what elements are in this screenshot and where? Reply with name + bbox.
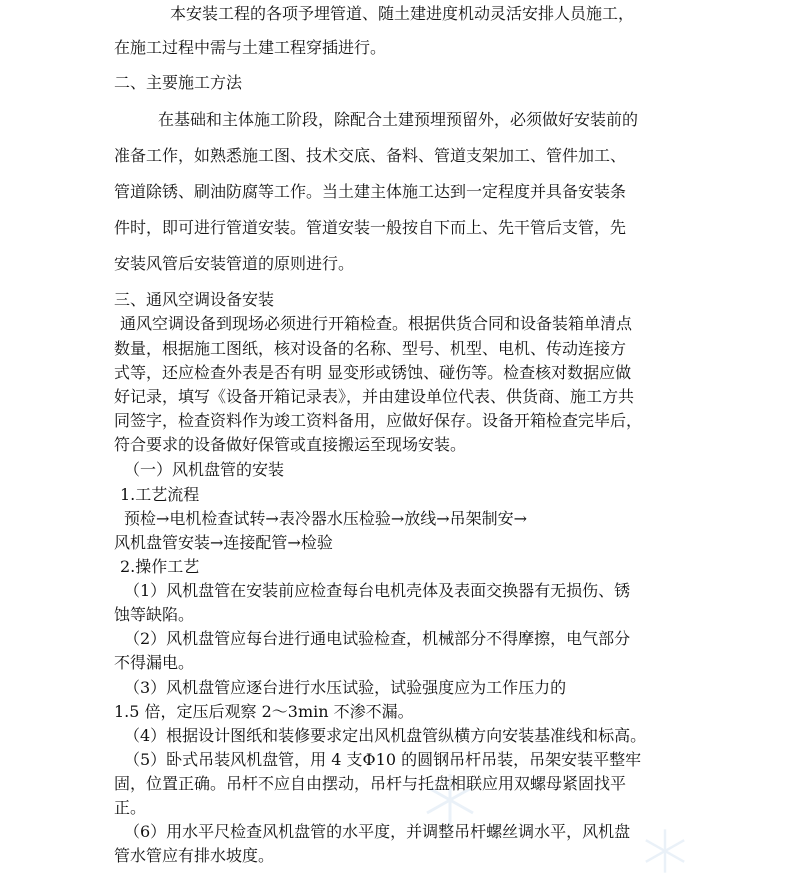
paragraph-line: 符合要求的设备做好保管或直接搬运至现场安装。 bbox=[114, 435, 467, 454]
paragraph-line: 本安装工程的各项予埋管道、随土建进度机动灵活安排人员施工， bbox=[170, 4, 635, 23]
paragraph-line: 管道除锈、刷油防腐等工作。当土建主体施工达到一定程度并具备安装条 bbox=[114, 182, 627, 201]
step-line: （4）根据设计图纸和装修要求定出风机盘管纵横方向安装基准线和标高。 bbox=[124, 726, 647, 745]
step-line: （2）风机盘管应每台进行通电试验检查，机械部分不得摩擦，电气部分 bbox=[124, 629, 631, 648]
step-line: 固，位置正确。吊杆不应自由摆动，吊杆与托盘相联应用双螺母紧固找平 bbox=[114, 774, 627, 793]
paragraph-line: 数量，根据施工图纸，核对设备的名称、型号、机型、电机、传动连接方 bbox=[114, 339, 627, 358]
step-line: （3）风机盘管应逐台进行水压试验，试验强度应为工作压力的 bbox=[124, 678, 567, 697]
step-line: 管水管应有排水坡度。 bbox=[114, 846, 275, 865]
step-line: （5）卧式吊装风机盘管，用 4 支Φ10 的圆钢吊杆吊装，吊架安装平整牢 bbox=[124, 750, 642, 769]
section-heading: 三、通风空调设备安装 bbox=[114, 290, 275, 309]
paragraph-line: 准备工作，如熟悉施工图、技术交底、备料、管道支架加工、管件加工、 bbox=[114, 146, 627, 165]
paragraph-line: 安装风管后安装管道的原则进行。 bbox=[114, 254, 355, 273]
paragraph-line: 件时，即可进行管道安装。管道安装一般按自下而上、先干管后支管，先 bbox=[114, 218, 627, 237]
paragraph-line: 通风空调设备到现场必须进行开箱检查。根据供货合同和设备装箱单清点 bbox=[120, 314, 633, 333]
watermark-snowflake-icon bbox=[640, 826, 690, 876]
watermark-snowflake-icon bbox=[420, 770, 480, 830]
step-line: 1.5 倍，定压后观察 2～3min 不渗不漏。 bbox=[114, 702, 414, 721]
section-heading: 二、主要施工方法 bbox=[114, 73, 243, 92]
flow-line: 预检→电机检查试转→表冷器水压检验→放线→吊架制安→ bbox=[124, 509, 528, 528]
step-line: 蚀等缺陷。 bbox=[114, 605, 195, 624]
paragraph-line: 式等，还应检查外表是否有明 显变形或锈蚀、碰伤等。检查核对数据应做 bbox=[114, 363, 632, 382]
step-line: （6）用水平尺检查风机盘管的水平度，并调整吊杆螺丝调水平，风机盘 bbox=[124, 822, 631, 841]
step-line: 不得漏电。 bbox=[114, 653, 195, 672]
paragraph-line: 同签字，检查资料作为竣工资料备用，应做好保存。设备开箱检查完毕后， bbox=[114, 411, 643, 430]
step-line: （1）风机盘管在安装前应检查每台电机壳体及表面交换器有无损伤、锈 bbox=[124, 581, 631, 600]
paragraph-line: 好记录，填写《设备开箱记录表》，并由建设单位代表、供货商、施工方共 bbox=[114, 387, 635, 406]
paragraph-line: 在施工过程中需与土建工程穿插进行。 bbox=[114, 38, 387, 57]
item-title: 1.工艺流程 bbox=[120, 485, 200, 504]
item-title: 2.操作工艺 bbox=[120, 557, 200, 576]
paragraph-line: 在基础和主体施工阶段，除配合土建预埋预留外，必须做好安装前的 bbox=[158, 110, 639, 129]
subsection-heading: （一）风机盘管的安装 bbox=[124, 460, 285, 479]
step-line: 正。 bbox=[114, 798, 147, 817]
flow-line: 风机盘管安装→连接配管→检验 bbox=[114, 533, 333, 552]
